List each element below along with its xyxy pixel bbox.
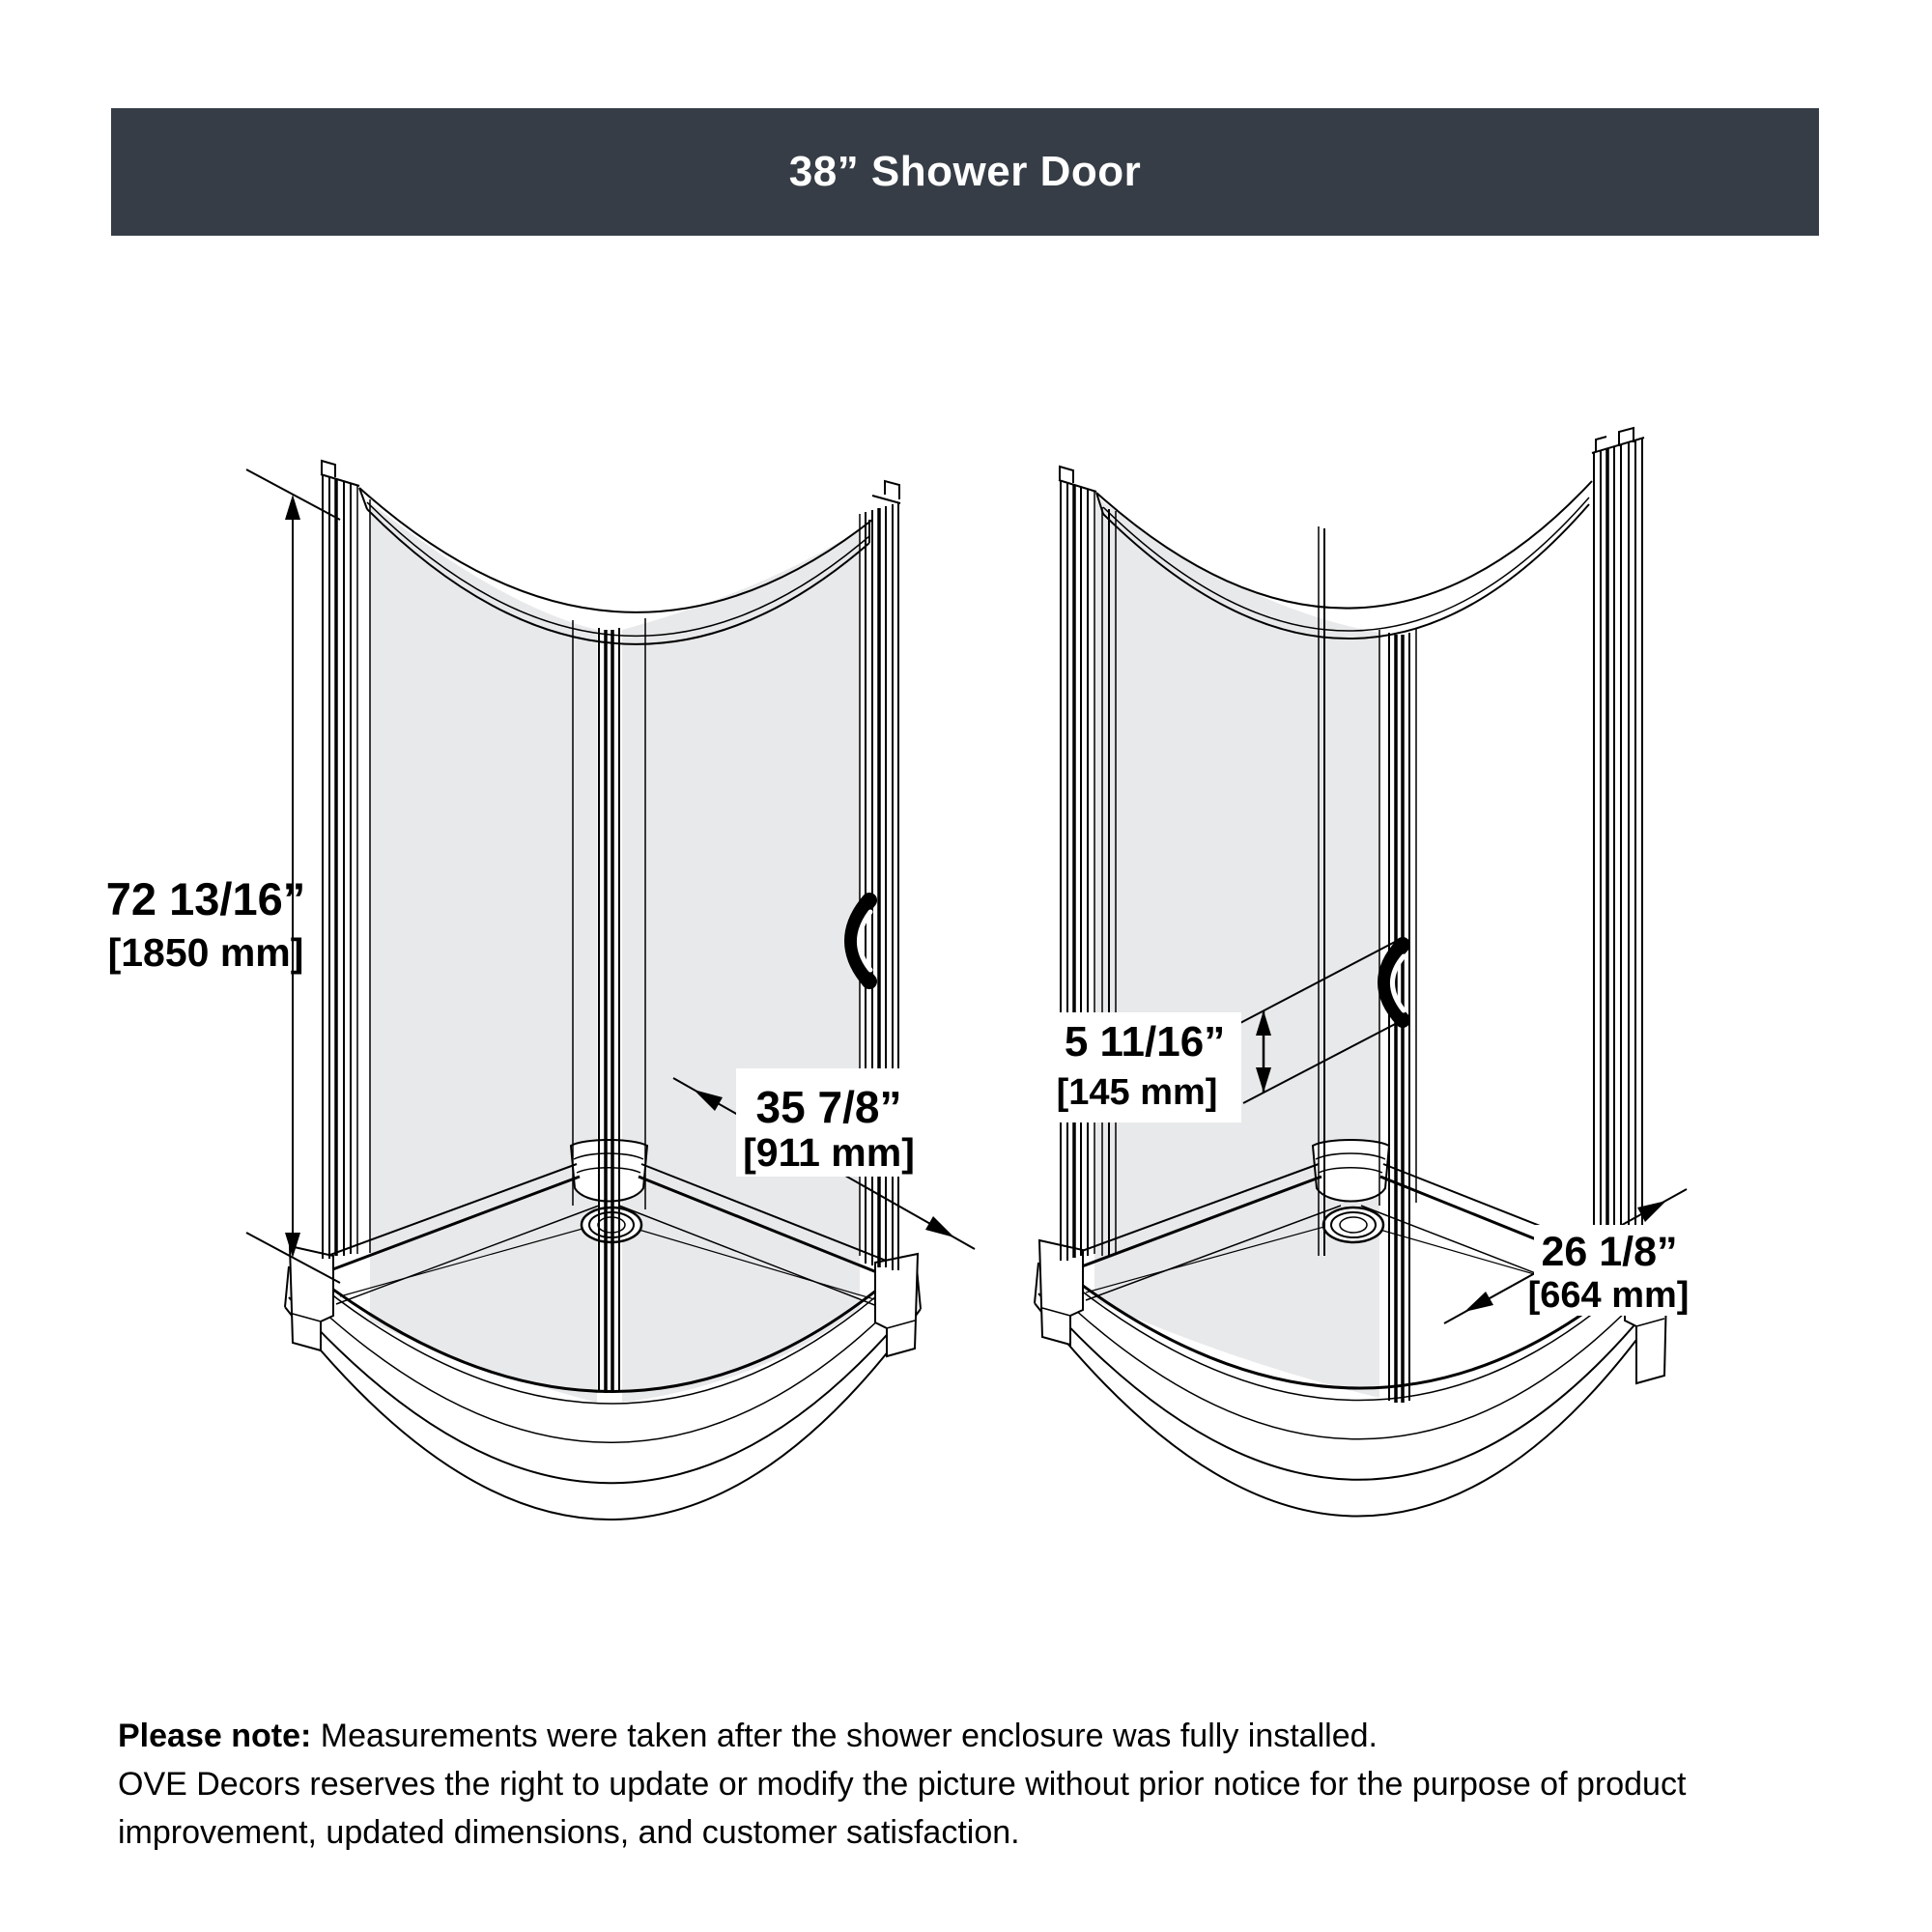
drain-icon	[1323, 1208, 1383, 1242]
opening-dimension-label-mm: [664 mm]	[1527, 1275, 1690, 1316]
note-line-2: OVE Decors reserves the right to update or modify the picture without prior notice for the purpose of product	[118, 1766, 1687, 1803]
opening-dimension-label-inches: 26 1/8”	[1541, 1229, 1678, 1275]
handle-dimension-label-mm: [145 mm]	[1056, 1072, 1218, 1113]
footer-note	[118, 1712, 1779, 1857]
note-line-1: Please note: Measurements were taken after the shower enclosure was fully installed.	[118, 1718, 1378, 1754]
width-dimension-label-inches: 35 7/8”	[755, 1082, 902, 1132]
height-dimension-label-inches: 72 13/16”	[105, 873, 306, 924]
door-handle-icon	[1385, 945, 1404, 1020]
note-label: Please note:	[118, 1718, 312, 1754]
width-dimension-label-mm: [911 mm]	[743, 1130, 915, 1175]
front-view-door-open	[1035, 428, 1687, 1517]
handle-dimension-label-inches: 5 11/16”	[1064, 1018, 1226, 1065]
height-dimension-label-mm: [1850 mm]	[107, 930, 304, 975]
door-handle-icon	[852, 900, 870, 981]
glass-panel-left	[370, 502, 597, 1403]
note-line-3: improvement, updated dimensions, and customer satisfaction.	[118, 1814, 1020, 1851]
page-title: 38” Shower Door	[788, 148, 1142, 195]
front-view-door-closed	[246, 461, 975, 1520]
glass-panel-right	[622, 529, 860, 1403]
